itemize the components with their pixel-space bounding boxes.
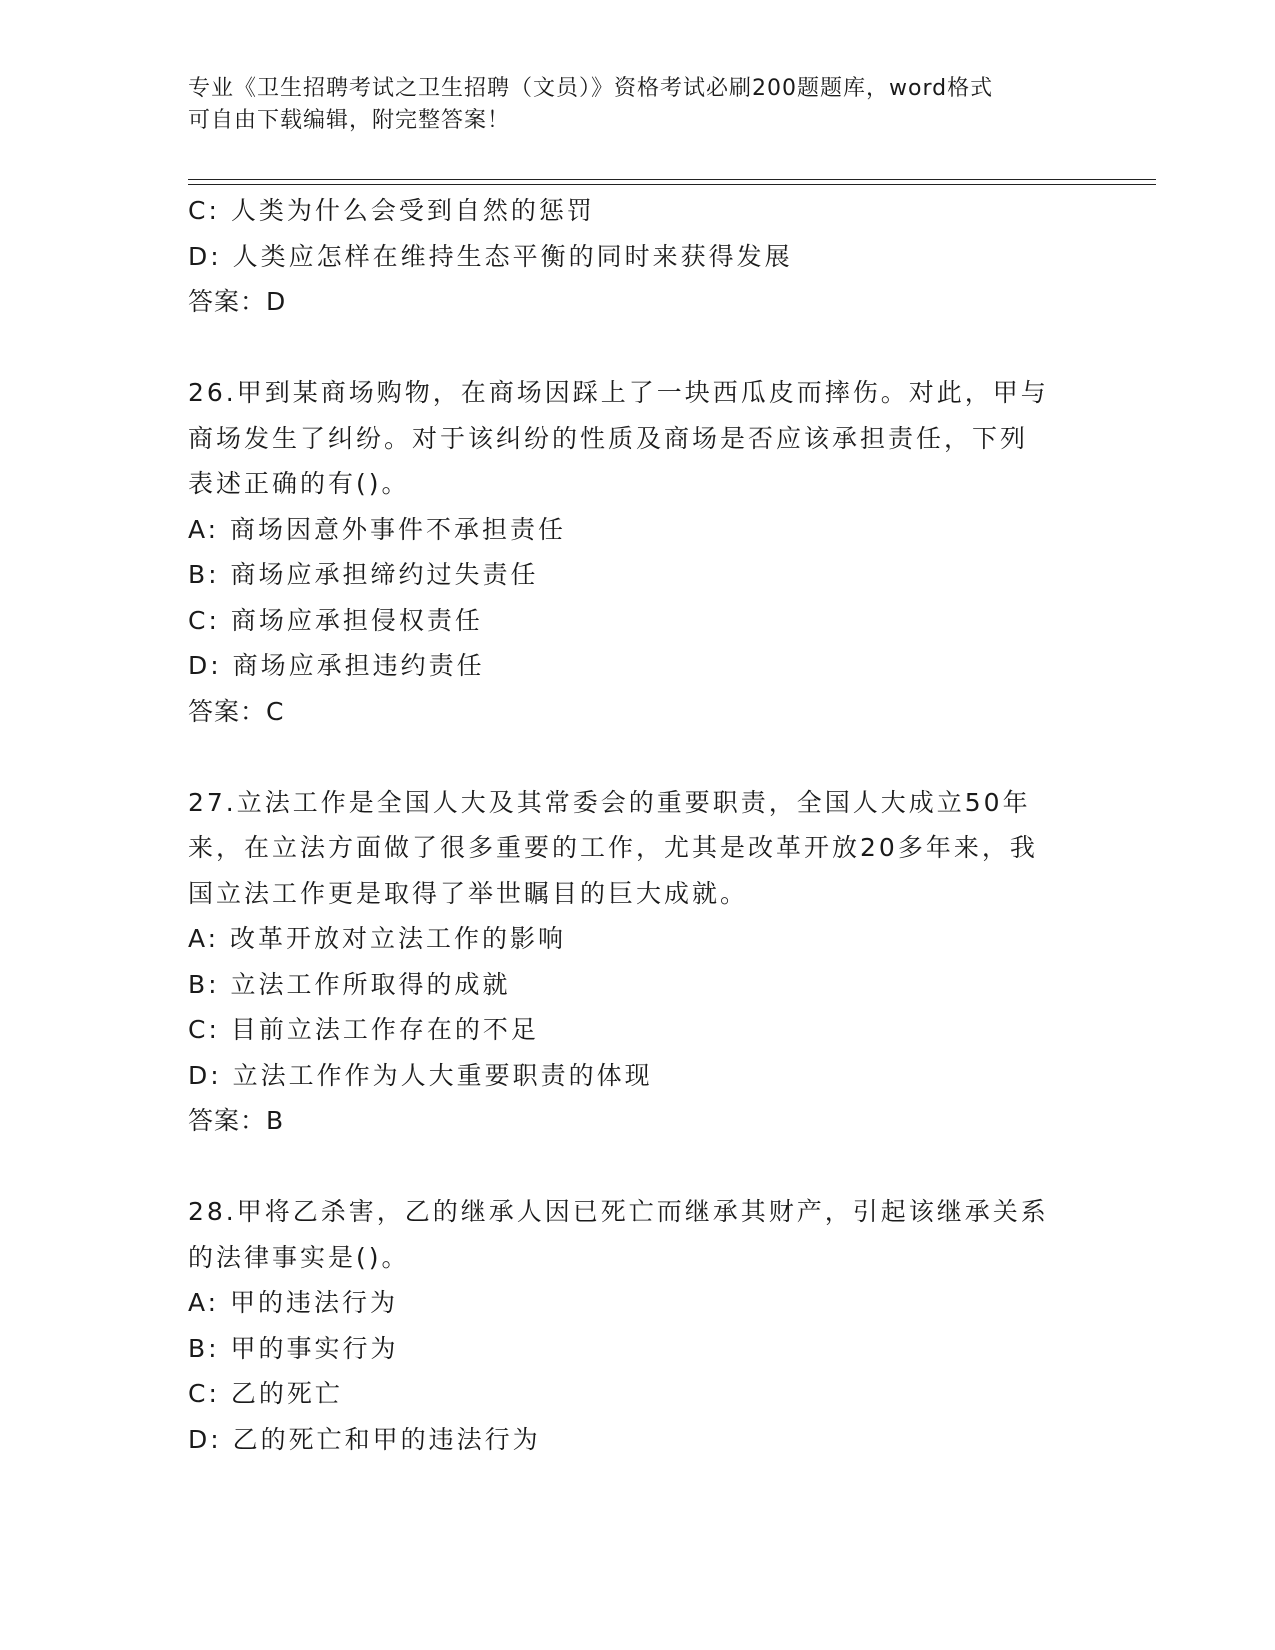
option-b: B: 立法工作所取得的成就: [188, 969, 511, 999]
option-d: D: 人类应怎样在维持生态平衡的同时来获得发展: [188, 241, 793, 271]
answer-line: 答案：D: [188, 287, 287, 316]
question-stem-line: 商场发生了纠纷。对于该纠纷的性质及商场是否应该承担责任，下列: [188, 423, 1029, 453]
document-header: [188, 73, 1068, 137]
question-stem-line: 国立法工作更是取得了举世瞩目的巨大成就。: [188, 878, 749, 908]
option-a: A: 改革开放对立法工作的影响: [188, 924, 567, 953]
question-stem-line: 表述正确的有()。: [188, 469, 410, 498]
question-stem-line: 的法律事实是()。: [188, 1242, 410, 1272]
option-b: B: 商场应承担缔约过失责任: [188, 560, 539, 589]
spacer: [188, 325, 1088, 371]
option-d: D: 立法工作作为人大重要职责的体现: [188, 1060, 653, 1090]
question-stem-line: 27.立法工作是全国人大及其常委会的重要职责，全国人大成立50年: [188, 787, 1031, 817]
header-title-line-1: 专业《卫生招聘考试之卫生招聘（文员）》资格考试必刷200题题库，word格式: [188, 76, 994, 101]
question-27: [188, 780, 1088, 1144]
option-a: A: 商场因意外事件不承担责任: [188, 514, 567, 544]
option-a: A: 甲的违法行为: [188, 1288, 399, 1317]
header-title-line-2: 可自由下载编辑，附完整答案！: [188, 108, 511, 133]
option-c: C: 乙的死亡: [188, 1379, 343, 1408]
question-list: [188, 188, 1088, 1462]
option-c: C: 商场应承担侵权责任: [188, 605, 483, 635]
answer-line: 答案：B: [188, 1106, 285, 1135]
header-divider-top: [188, 179, 1156, 180]
header-divider-bottom: [188, 184, 1156, 185]
question-26: [188, 370, 1088, 734]
continued-question-25: [188, 188, 1088, 325]
option-d: D: 乙的死亡和甲的违法行为: [188, 1424, 541, 1454]
question-28: [188, 1189, 1088, 1462]
spacer: [188, 1144, 1088, 1190]
question-stem-line: 来，在立法方面做了很多重要的工作，尤其是改革开放20多年来，我: [188, 833, 1038, 862]
spacer: [188, 734, 1088, 780]
option-d: D: 商场应承担违约责任: [188, 651, 485, 680]
option-c: C: 目前立法工作存在的不足: [188, 1015, 539, 1044]
question-stem-line: 26.甲到某商场购物，在商场因踩上了一块西瓜皮而摔伤。对此，甲与: [188, 378, 1049, 407]
question-stem-line: 28.甲将乙杀害，乙的继承人因已死亡而继承其财产，引起该继承关系: [188, 1197, 1049, 1226]
option-c: C: 人类为什么会受到自然的惩罚: [188, 196, 595, 225]
option-b: B: 甲的事实行为: [188, 1333, 399, 1363]
answer-line: 答案：C: [188, 696, 285, 726]
